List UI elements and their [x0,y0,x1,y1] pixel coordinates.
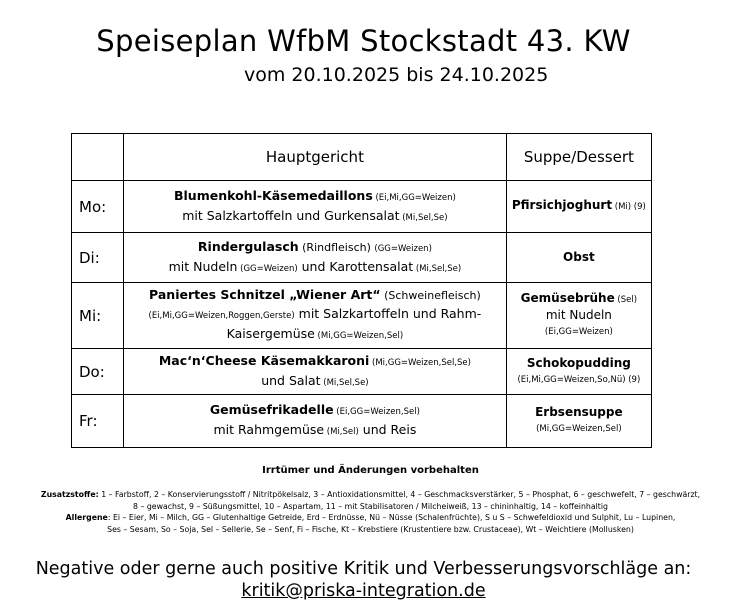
allergen-tag: (Ei,GG=Weizen) [544,327,613,337]
day-label: Mi: [72,283,124,349]
main-dish-cell [124,233,507,283]
feedback-text: Negative oder gerne auch positive Kritik und Verbesserungsvorschläge an: [35,559,692,579]
main-dish-cell [124,181,507,233]
additives-text: 8 – gewachst, 9 – Süßungsmittel, 10 – Aspartam, 11 – mit Stabilisatoren / Milcheiweiß, 13 – chininhaltig, 14 – koffeinhaltig [133,501,608,511]
soup-side-text: mit Nudeln [545,308,612,322]
allergen-tag: (Ei,Mi,GG=Weizen,Roggen,Gerste) [148,311,295,321]
dish-side-text: und Salat [261,372,321,388]
dish-side-text: mit Salzkartoffeln und Rahm- [294,306,482,321]
dish-name: Gemüsefrikadelle [209,402,334,417]
allergen-tag: (GG=Weizen) [237,263,298,274]
main-dish-cell [124,395,507,448]
day-label: Fr: [72,395,124,448]
table-row [72,349,652,395]
dish-side-text: mit Rahmgemüse [213,422,325,437]
allergen-tag: (Ei,Mi,GG=Weizen) [372,192,456,203]
page-title: Speiseplan WfbM Stockstadt 43. KW [96,24,631,58]
soup-dessert-cell [506,233,651,283]
dish-side-text: mit Salzkartoffeln und Gurkensalat [182,207,400,223]
menu-table [71,133,652,448]
allergen-tag: (Mi,Sel,Se) [320,377,369,388]
dish-side-text: Kaisergemüse [226,326,315,341]
date-range: vom 20.10.2025 bis 24.10.2025 [244,64,549,86]
feedback-email-link[interactable]: kritik@priska-integration.de [241,581,486,601]
soup-name: Erbsensuppe [535,405,623,419]
meat-type: (Schweinefleisch) [380,289,481,302]
main-dish-cell [124,283,507,349]
allergen-tag: (GG=Weizen) [374,243,432,254]
table-row [72,233,652,283]
soup-dessert-cell [506,181,651,233]
allergen-tag: (Ei,Mi,GG=Weizen,So,Nü) (9) [517,374,641,385]
allergens-text: Ses – Sesam, So – Soja, Sel – Sellerie, Se – Senf, Fi – Fische, Kt – Krebstiere (Krustentiere bzw. Crustaceae), Wt – Weichtiere (Mollusken) [107,524,634,534]
dessert-name: Obst [563,250,595,264]
header-soup-dessert: Suppe/Dessert [506,134,651,181]
day-label: Do: [72,349,124,395]
additives-text: 1 – Farbstoff, 2 – Konservierungsstoff / Nitritpökelsalz, 3 – Antioxidationsmittel, 4 – Geschmacksverstärker, 5 – Phosphat, 6 – geschwefelt, 7 – geschwärzt, [98,490,701,499]
table-header-row [72,134,652,181]
header-main-dish: Hauptgericht [124,134,507,181]
allergen-tag: (Sel) [614,295,638,305]
allergen-tag: (Mi,Sel) [324,427,359,437]
allergens-label: Allergene [65,513,108,522]
soup-dessert-cell [506,283,651,349]
allergen-tag: (Mi,GG=Weizen,Sel) [536,424,622,434]
dish-name: Mac‘n‘Cheese Käsemakkaroni [158,352,370,368]
allergens-text: : Ei – Eier, Mi – Milch, GG – Glutenhaltige Getreide, Erd – Erdnüsse, Nü – Nüsse (Schalenfrüchte), S u S – Schwefeldioxid und Sulphit, Lu – Lupinen, [107,513,676,522]
day-label: Di: [72,233,124,283]
table-row [72,283,652,349]
allergen-tag: (Mi,Sel,Se) [399,212,448,223]
table-row [72,181,652,233]
additives-label: Zusatzstoffe: [40,490,99,499]
dish-name: Blumenkohl-Käsemedaillons [174,187,373,203]
dish-name: Paniertes Schnitzel „Wiener Art“ [149,287,381,302]
legend [0,489,741,535]
dish-side-text: mit Nudeln [168,258,238,274]
header-day-cell [72,134,124,181]
main-dish-cell [124,349,507,395]
disclaimer: Irrtümer und Änderungen vorbehalten [262,465,479,476]
dish-side-text: und Karottensalat [297,258,414,274]
allergen-tag: (Mi,GG=Weizen,Sel) [314,331,404,341]
meat-type: (Rindfleisch) [298,240,375,254]
allergen-tag: (Mi) (9) [612,202,646,212]
dessert-name: Pfirsichjoghurt [511,198,613,212]
table-row [72,395,652,448]
dessert-name: Schokopudding [526,355,631,370]
soup-dessert-cell [506,395,651,448]
allergen-tag: (Mi,Sel,Se) [413,263,462,274]
dish-name: Rindergulasch [197,238,299,254]
day-label: Mo: [72,181,124,233]
soup-name: Gemüsebrühe [520,291,615,305]
allergen-tag: (Ei,GG=Weizen,Sel) [333,407,420,417]
allergen-tag: (Mi,GG=Weizen,Sel,Se) [369,357,471,368]
soup-dessert-cell [506,349,651,395]
dish-side-text: und Reis [358,422,417,437]
